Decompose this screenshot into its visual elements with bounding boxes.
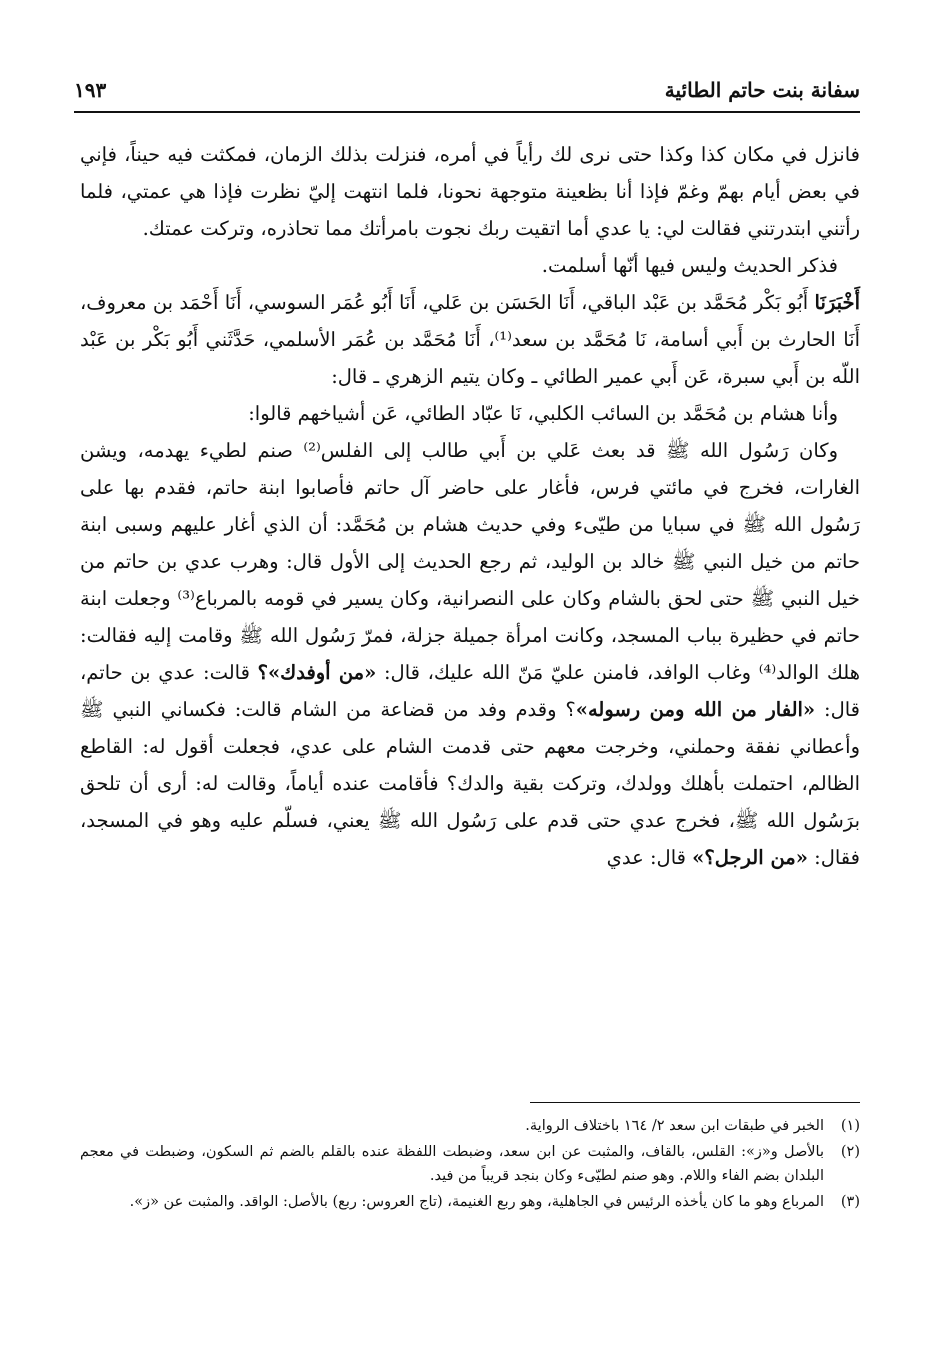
main-text (80, 136, 860, 876)
hadith-quote: «من أوفدك»؟ (257, 661, 377, 684)
isnad-paragraph (80, 284, 860, 395)
paragraph: فذكر الحديث وليس فيها أنّها أسلمت. (541, 254, 838, 277)
paragraph: وأنا هشام بن مُحَمَّد بن السائب الكلبي، نَا عبّاد الطائي، عَن أشياخهم قالوا: (248, 402, 838, 425)
narrative-text: ؟ وقدم وفد من قضاعة من الشام قالت: فكساني النبي ﷺ وأعطاني نفقة وحملني، وخرجت معهم حتى قدمت الشام على عدي، فجعلت أقول له: القاطع الظالم، احتملت بأهلك وولدك، وتركت بقية والدك؟ فأقامت عنده أياماً، وقالت له: أرى أن تلحق برَسُول الله ﷺ، فخرج عدي حتى قدم على رَسُول الله ﷺ يعني، فسلّم عليه وهو في المسجد، فقال: (80, 698, 860, 869)
footnotes (80, 1114, 860, 1216)
narrative-text: قالت: عدي بن حاتم، قال: (80, 661, 861, 721)
narrative-paragraph (80, 432, 860, 876)
hadith-quote: «الفار من الله ومن رسوله» (575, 698, 816, 721)
isnad-text: أَبُو بَكْر مُحَمَّد بن عَبْد الباقي، أَنَا الحَسَن بن عَلي، أَنَا أَبُو عُمَر السوسي، أَنَا أَحْمَد بن معروف، أَنَا الحارث بن أَبي أسامة، نَا مُحَمَّد بن سعد⁽¹⁾، أَنَا مُحَمَّد بن عُمَر الأسلمي، حَدَّثَني أَبُو بَكْر بن عَبْد اللّه بن أَبي سبرة، عَن أَبي عمير الطائي ـ وكان يتيم الزهري ـ قال: (80, 291, 861, 388)
footnote-number: (١) (840, 1118, 860, 1134)
footnote (80, 1190, 860, 1214)
page-number: ١٩٣ (74, 78, 107, 102)
running-title: سفانة بنت حاتم الطائية (664, 78, 860, 102)
paragraph: فانزل في مكان كذا وكذا حتى نرى لك رأياً في أمره، فنزلت بذلك الزمان، فمكثت فيه حيناً، فإني في بعض أيام بهمّ وغمّ فإذا أنا بظعينة متوجهة نحونا، فلما انتهت إليّ نظرت فإذا هي عمتي، فلما رأتني ابتدرتني فقالت لي: يا عدي أما اتقيت ربك نجوت بامرأتك مما تحاذره، وتركت عمتك. (80, 143, 860, 240)
header-rule (74, 111, 860, 113)
footnote-text: بالأصل و«ز»: القلس، بالقاف، والمثبت عن ابن سعد، وضبطت اللفظة عنده بالقلم بالضم ثم السكون، وضبطت في معجم البلدان بضم الفاء واللام. وهو صنم لطيّىء وكان بنجد قريباً من فيد. (80, 1144, 824, 1184)
page-header (74, 62, 860, 102)
footnote-number: (٣) (840, 1194, 860, 1210)
footnote (80, 1140, 860, 1188)
akhbarana-lead: أَخْبَرَنَا (814, 291, 860, 314)
narrative-text: قال: عدي (606, 846, 693, 869)
narrative-text: وكان رَسُول الله ﷺ قد بعث عَلي بن أَبي طالب إلى الفلس⁽²⁾ صنم لطيء يهدمه، ويشن الغارات، فخرج في مائتي فرس، فأغار على حاضر آل حاتم فأصابوا ابنة حاتم، فقدم بها على رَسُول الله ﷺ في سبايا من طيّىء وفي حديث هشام بن مُحَمَّد: أن الذي أغار عليهم وسبى ابنة حاتم من خيل النبي ﷺ خالد بن الوليد، ثم رجع الحديث إلى الأول قال: وهرب عدي بن حاتم من خيل النبي ﷺ حتى لحق بالشام وكان على النصرانية، وكان يسير في قومه بالمرباع⁽³⁾ وجعلت ابنة حاتم في حظيرة بباب المسجد، وكانت امرأة جميلة جزلة، فمرّ رَسُول الله ﷺ وقامت إليه فقالت: هلك الوالد⁽⁴⁾ وغاب الوافد، فامنن عليّ مَنّ الله عليك، قال: (80, 439, 860, 684)
footnote-text: المرباع وهو ما كان يأخذه الرئيس في الجاهلية، وهو ربع الغنيمة، (تاج العروس: ربع) بالأصل: الواقد. والمثبت عن «ز». (129, 1194, 824, 1210)
hadith-quote: «من الرجل؟» (692, 846, 808, 869)
footnote-rule (530, 1102, 860, 1103)
footnote-number: (٢) (840, 1144, 860, 1160)
footnote (80, 1114, 860, 1138)
footnote-text: الخبر في طبقات ابن سعد ٢/ ١٦٤ باختلاف الرواية. (525, 1118, 824, 1134)
